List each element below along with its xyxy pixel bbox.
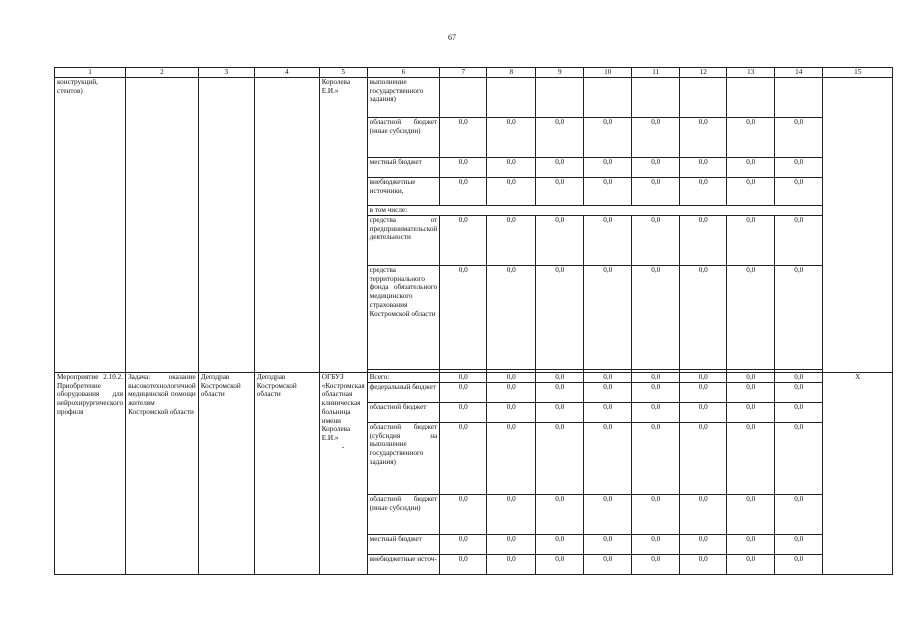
value-cell: 0,0 bbox=[775, 118, 823, 158]
value-cell: 0,0 bbox=[536, 403, 584, 423]
value-cell: 0,0 bbox=[536, 178, 584, 206]
value-cell: 0,0 bbox=[536, 423, 584, 495]
value-cell: 0,0 bbox=[775, 383, 823, 403]
value-cell: 0,0 bbox=[584, 158, 632, 178]
value-cell: 0,0 bbox=[536, 266, 584, 370]
value-cell: 0,0 bbox=[487, 118, 536, 158]
value-cell: 0,0 bbox=[584, 495, 632, 535]
column-number: 12 bbox=[680, 68, 727, 78]
value-cell: 0,0 bbox=[775, 216, 823, 266]
value-cell: 0,0 bbox=[487, 373, 536, 383]
value-cell bbox=[632, 78, 680, 118]
value-cell: 0,0 bbox=[680, 216, 727, 266]
funding-source-label: федеральный бюджет bbox=[367, 383, 440, 403]
value-cell: 0,0 bbox=[680, 555, 727, 575]
value-cell: 0,0 bbox=[584, 535, 632, 555]
value-cell: 0,0 bbox=[536, 535, 584, 555]
value-cell: 0,0 bbox=[584, 118, 632, 158]
funding-source-label: местный бюджет bbox=[367, 535, 440, 555]
value-cell: 0,0 bbox=[727, 158, 775, 178]
value-cell: 0,0 bbox=[680, 158, 727, 178]
value-cell: 0,0 bbox=[487, 495, 536, 535]
value-cell: 0,0 bbox=[536, 555, 584, 575]
value-cell: 0,0 bbox=[536, 158, 584, 178]
value-cell bbox=[536, 78, 584, 118]
table-row bbox=[55, 78, 893, 118]
value-cell: 0,0 bbox=[727, 535, 775, 555]
value-cell: 0,0 bbox=[632, 158, 680, 178]
value-cell: 0,0 bbox=[487, 178, 536, 206]
funding-source-label: областной бюджет (иные субсидии) bbox=[367, 495, 440, 535]
value-cell: 0,0 bbox=[440, 555, 487, 575]
value-cell: 0,0 bbox=[775, 178, 823, 206]
measure-name-cell: Мероприятие 2.10.2. Приобретение оборудования для нейрохирургического профиля bbox=[55, 373, 126, 575]
value-cell: 0,0 bbox=[727, 495, 775, 535]
value-cell bbox=[487, 78, 536, 118]
result-cell bbox=[823, 78, 893, 373]
value-cell: 0,0 bbox=[536, 118, 584, 158]
value-cell: 0,0 bbox=[775, 266, 823, 370]
funding-source-label: внебюджетные источ- bbox=[367, 555, 440, 575]
table-row bbox=[55, 373, 893, 383]
value-cell: 0,0 bbox=[440, 266, 487, 370]
value-cell: 0,0 bbox=[440, 423, 487, 495]
value-cell: 0,0 bbox=[487, 423, 536, 495]
value-cell: 0,0 bbox=[775, 423, 823, 495]
column-number: 6 bbox=[367, 68, 440, 78]
value-cell: 0,0 bbox=[680, 266, 727, 370]
coexecutor-cell: Депздрав Костромской области bbox=[254, 373, 319, 575]
value-cell: 0,0 bbox=[727, 118, 775, 158]
value-cell: 0,0 bbox=[680, 118, 727, 158]
program-table bbox=[54, 67, 893, 575]
task-cell bbox=[126, 78, 199, 373]
value-cell bbox=[680, 78, 727, 118]
value-cell: 0,0 bbox=[632, 423, 680, 495]
executor-name: ОГБУЗ «Костромская областная клиническая больница имени Королева Е.И.» bbox=[321, 373, 365, 442]
value-cell: 0,0 bbox=[632, 535, 680, 555]
value-cell: 0,0 bbox=[440, 403, 487, 423]
value-cell: 0,0 bbox=[680, 373, 727, 383]
funding-source-label: областной бюджет bbox=[367, 403, 440, 423]
subsection-label: в том числе: bbox=[367, 206, 823, 216]
coexecutor-cell bbox=[254, 78, 319, 373]
value-cell: 0,0 bbox=[727, 423, 775, 495]
value-cell: 0,0 bbox=[727, 266, 775, 370]
value-cell: 0,0 bbox=[632, 216, 680, 266]
value-cell: 0,0 bbox=[632, 373, 680, 383]
value-cell: 0,0 bbox=[487, 266, 536, 370]
measure-name-cell: конструкций, стентов) bbox=[55, 78, 126, 373]
column-number: 8 bbox=[487, 68, 536, 78]
value-cell: 0,0 bbox=[632, 403, 680, 423]
value-cell: 0,0 bbox=[584, 216, 632, 266]
column-number: 13 bbox=[727, 68, 775, 78]
value-cell: 0,0 bbox=[632, 178, 680, 206]
value-cell: 0,0 bbox=[680, 495, 727, 535]
value-cell: 0,0 bbox=[584, 178, 632, 206]
column-number: 3 bbox=[198, 68, 254, 78]
executor-dash: - bbox=[341, 442, 345, 451]
column-number: 5 bbox=[319, 68, 367, 78]
value-cell: 0,0 bbox=[727, 216, 775, 266]
value-cell: 0,0 bbox=[440, 495, 487, 535]
column-number: 9 bbox=[536, 68, 584, 78]
result-mark-cell: X bbox=[823, 373, 893, 575]
value-cell bbox=[727, 78, 775, 118]
column-number: 1 bbox=[55, 68, 126, 78]
funding-source-label: выполнение государственного задания) bbox=[367, 78, 440, 118]
value-cell: 0,0 bbox=[440, 383, 487, 403]
value-cell: 0,0 bbox=[584, 383, 632, 403]
value-cell bbox=[440, 78, 487, 118]
executor-cell bbox=[319, 373, 367, 575]
column-number: 2 bbox=[126, 68, 199, 78]
header-row bbox=[55, 68, 893, 78]
value-cell: 0,0 bbox=[440, 373, 487, 383]
value-cell bbox=[584, 78, 632, 118]
value-cell: 0,0 bbox=[632, 383, 680, 403]
funding-source-label: средства территориального фонда обязательного медицинского страхования Костромской области bbox=[367, 266, 440, 370]
value-cell bbox=[775, 78, 823, 118]
funding-source-label: Всего: bbox=[367, 373, 440, 383]
funding-source-label: местный бюджет bbox=[367, 158, 440, 178]
value-cell: 0,0 bbox=[775, 373, 823, 383]
value-cell: 0,0 bbox=[440, 118, 487, 158]
funding-source-label: областной бюджет (иные субсидии) bbox=[367, 118, 440, 158]
value-cell: 0,0 bbox=[584, 555, 632, 575]
value-cell: 0,0 bbox=[775, 555, 823, 575]
value-cell: 0,0 bbox=[487, 535, 536, 555]
funding-source-label: средства от предпринимательской деятельности bbox=[367, 216, 440, 266]
value-cell: 0,0 bbox=[584, 423, 632, 495]
value-cell: 0,0 bbox=[775, 535, 823, 555]
column-number: 7 bbox=[440, 68, 487, 78]
value-cell: 0,0 bbox=[487, 403, 536, 423]
column-number: 14 bbox=[775, 68, 823, 78]
value-cell: 0,0 bbox=[727, 373, 775, 383]
value-cell: 0,0 bbox=[775, 495, 823, 535]
funding-source-label: областной бюджет (субсидия на выполнение государственного задания) bbox=[367, 423, 440, 495]
page-number: 67 bbox=[448, 33, 456, 42]
column-number: 10 bbox=[584, 68, 632, 78]
value-cell: 0,0 bbox=[536, 383, 584, 403]
value-cell: 0,0 bbox=[487, 555, 536, 575]
value-cell: 0,0 bbox=[536, 495, 584, 535]
value-cell: 0,0 bbox=[680, 383, 727, 403]
value-cell: 0,0 bbox=[775, 403, 823, 423]
value-cell: 0,0 bbox=[440, 535, 487, 555]
value-cell: 0,0 bbox=[632, 495, 680, 535]
value-cell: 0,0 bbox=[727, 403, 775, 423]
value-cell: 0,0 bbox=[680, 178, 727, 206]
value-cell: 0,0 bbox=[536, 373, 584, 383]
value-cell: 0,0 bbox=[584, 403, 632, 423]
executor-cell: Королева Е.И.» bbox=[319, 78, 367, 373]
task-cell: Задача: оказание высокотехнологичной медицинской помощи жителям Костромской области bbox=[126, 373, 199, 575]
value-cell: 0,0 bbox=[727, 383, 775, 403]
value-cell: 0,0 bbox=[440, 216, 487, 266]
responsible-cell bbox=[198, 78, 254, 373]
value-cell: 0,0 bbox=[487, 383, 536, 403]
value-cell: 0,0 bbox=[632, 266, 680, 370]
column-number: 15 bbox=[823, 68, 893, 78]
value-cell: 0,0 bbox=[727, 555, 775, 575]
value-cell: 0,0 bbox=[487, 216, 536, 266]
value-cell: 0,0 bbox=[680, 403, 727, 423]
value-cell: 0,0 bbox=[680, 535, 727, 555]
value-cell: 0,0 bbox=[584, 373, 632, 383]
value-cell: 0,0 bbox=[584, 266, 632, 370]
value-cell: 0,0 bbox=[440, 178, 487, 206]
column-number: 11 bbox=[632, 68, 680, 78]
value-cell: 0,0 bbox=[536, 216, 584, 266]
value-cell: 0,0 bbox=[487, 158, 536, 178]
column-number: 4 bbox=[254, 68, 319, 78]
value-cell: 0,0 bbox=[727, 178, 775, 206]
value-cell: 0,0 bbox=[440, 158, 487, 178]
funding-source-label: внебюджетные источники, bbox=[367, 178, 440, 206]
value-cell: 0,0 bbox=[680, 423, 727, 495]
value-cell: 0,0 bbox=[775, 158, 823, 178]
value-cell: 0,0 bbox=[632, 118, 680, 158]
value-cell: 0,0 bbox=[632, 555, 680, 575]
responsible-cell: Депздрав Костромской области bbox=[198, 373, 254, 575]
